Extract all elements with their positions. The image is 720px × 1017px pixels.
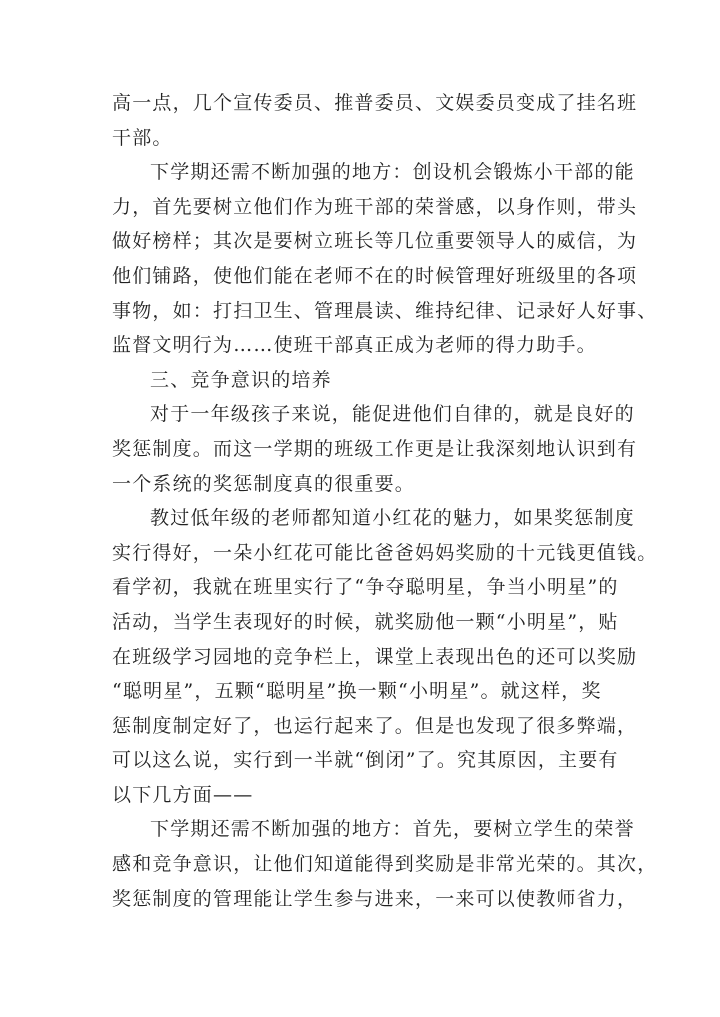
- text-line: “聪明星”，五颗“聪明星”换一颗“小明星”。就这样，奖: [112, 680, 602, 703]
- paragraph-next-term-plan: [112, 812, 658, 916]
- text-line: 看学初，我就在班里实行了“争夺聪明星，争当小明星”的: [112, 576, 619, 599]
- text-line: 三、竞争意识的培养: [150, 368, 332, 391]
- paragraph-class-leaders-plan: [112, 155, 658, 363]
- paragraph-red-flower: [112, 501, 658, 812]
- text-line: 下学期还需不断加强的地方：首先，要树立学生的荣誉: [150, 818, 635, 841]
- text-line: 活动，当学生表现好的时候，就奖励他一颗“小明星”，贴: [112, 610, 619, 633]
- text-line: 力，首先要树立他们作为班干部的荣誉感，以身作则，带头: [112, 195, 638, 218]
- text-line: 监督文明行为……使班干部真正成为老师的得力助手。: [112, 334, 597, 357]
- text-line: 可以这么说，实行到一半就“倒闭”了。究其原因，主要有: [112, 749, 619, 772]
- text-line: 惩制度制定好了，也运行起来了。但是也发现了很多弊端，: [112, 714, 638, 737]
- text-line: 对于一年级孩子来说，能促进他们自律的，就是良好的: [150, 403, 635, 426]
- text-line: 做好榜样；其次是要树立班长等几位重要领导人的威信，为: [112, 230, 638, 253]
- text-line: 他们铺路，使他们能在老师不在的时候管理好班级里的各项: [112, 264, 638, 287]
- section-heading: [112, 363, 624, 398]
- text-line: 一个系统的奖惩制度真的很重要。: [112, 472, 416, 495]
- text-line: 事物，如：打扫卫生、管理晨读、维持纪律、记录好人好事、: [112, 299, 658, 322]
- text-line: 干部。: [112, 126, 173, 149]
- text-line: 奖惩制度。而这一学期的班级工作更是让我深刻地认识到有: [112, 437, 638, 460]
- text-line: 在班级学习园地的竞争栏上，课堂上表现出色的还可以奖励: [112, 645, 638, 668]
- text-line: 以下几方面——: [112, 783, 254, 806]
- paragraph-continuation: [112, 86, 638, 155]
- document-body: [112, 86, 658, 916]
- text-line: 下学期还需不断加强的地方：创设机会锻炼小干部的能: [150, 161, 635, 184]
- text-line: 高一点，几个宣传委员、推普委员、文娱委员变成了挂名班: [112, 92, 638, 114]
- text-line: 教过低年级的老师都知道小红花的魅力，如果奖惩制度: [150, 507, 635, 530]
- text-line: 感和竞争意识，让他们知道能得到奖励是非常光荣的。其次，: [112, 853, 658, 876]
- text-line: 奖惩制度的管理能让学生参与进来，一来可以使教师省力，: [112, 887, 638, 910]
- text-line: 实行得好，一朵小红花可能比爸爸妈妈奖励的十元钱更值钱。: [112, 541, 658, 564]
- paragraph-reward-system: [112, 397, 638, 501]
